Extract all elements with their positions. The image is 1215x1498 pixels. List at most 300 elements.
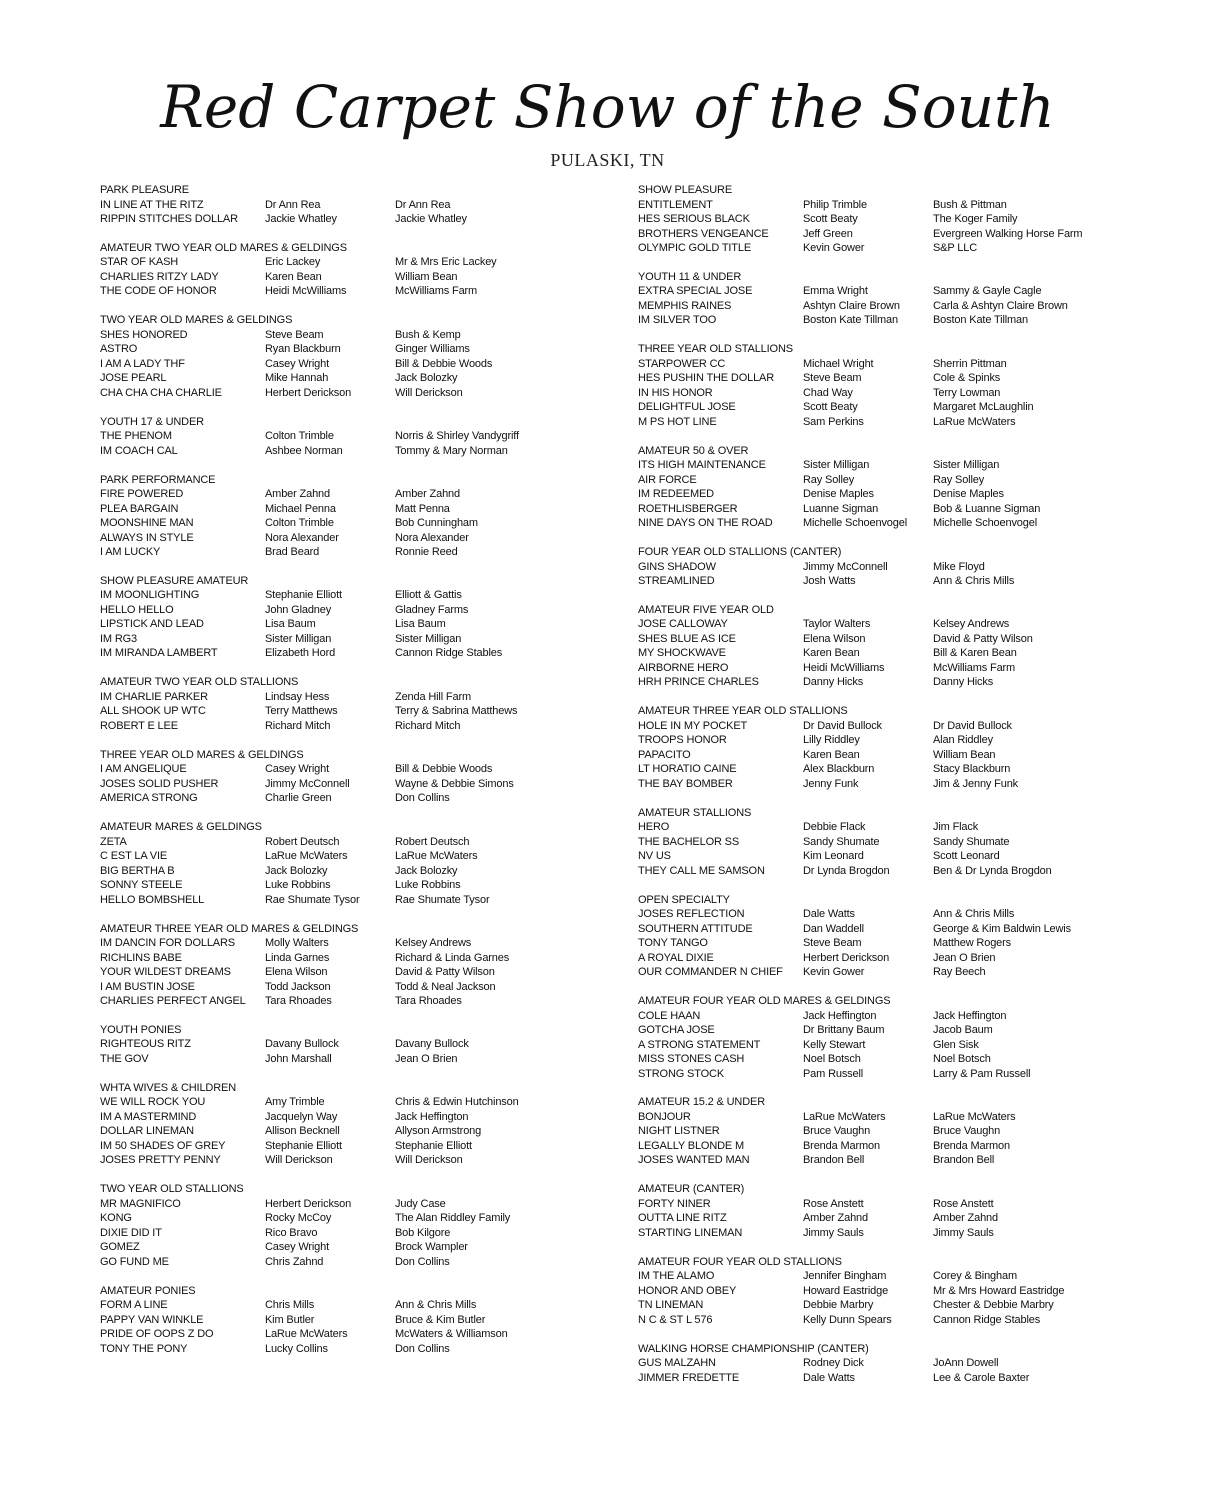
rider-name: Scott Beaty [803, 401, 858, 414]
class-section [638, 444, 1158, 531]
class-title: YOUTH PONIES [100, 1023, 182, 1036]
rider-name: Jennifer Bingham [803, 1270, 887, 1283]
owner-name: LaRue McWaters [933, 1110, 1016, 1123]
class-section [638, 342, 1158, 429]
owner-name: Terry & Sabrina Matthews [395, 705, 518, 718]
class-title: YOUTH 17 & UNDER [100, 415, 204, 428]
owner-name: Don Collins [395, 792, 450, 805]
class-section [100, 1023, 600, 1067]
owner-name: Davany Bullock [395, 1038, 469, 1051]
class-title: PARK PLEASURE [100, 184, 189, 196]
rider-name: Allison Becknell [265, 1125, 340, 1138]
rider-name: Ashbee Norman [265, 444, 343, 457]
owner-name: Sandy Shumate [933, 835, 1010, 848]
entry-row [638, 386, 1158, 401]
entry-row [638, 617, 1158, 632]
rider-name: Jeff Green [803, 227, 853, 240]
entry-row [638, 502, 1158, 517]
entry-row [638, 1298, 1158, 1313]
horse-name: I AM LUCKY [100, 546, 161, 559]
rider-name: Steve Beam [803, 372, 862, 385]
rider-name: Eric Lackey [265, 256, 321, 269]
class-section [638, 1182, 1158, 1240]
owner-name: JoAnn Dowell [933, 1357, 999, 1370]
owner-name: Jackie Whatley [395, 213, 467, 225]
entry-row [638, 1023, 1158, 1038]
horse-name: NINE DAYS ON THE ROAD [638, 517, 773, 530]
class-section [100, 574, 600, 661]
horse-name: JOSE PEARL [100, 372, 167, 385]
rider-name: Colton Trimble [265, 430, 334, 443]
rider-name: Dale Watts [803, 1371, 855, 1384]
entry-row [638, 733, 1158, 748]
horse-name: TONY TANGO [638, 937, 708, 950]
owner-name: Chris & Edwin Hutchinson [395, 1096, 519, 1109]
entry-row [638, 1269, 1158, 1284]
rider-name: Rico Bravo [265, 1226, 318, 1239]
rider-name: Sister Milligan [265, 632, 332, 645]
owner-name: McWaters & Williamson [395, 1328, 508, 1341]
entry-row [100, 284, 600, 299]
entry-row [100, 429, 600, 444]
rider-name: Brenda Marmon [803, 1139, 880, 1152]
owner-name: Amber Zahnd [395, 488, 460, 501]
rider-name: Heidi McWilliams [265, 285, 347, 298]
class-title: AMATEUR THREE YEAR OLD STALLIONS [638, 705, 848, 718]
class-title: AMATEUR THREE YEAR OLD MARES & GELDINGS [100, 922, 359, 935]
class-section [638, 603, 1158, 690]
class-title: AMATEUR 15.2 & UNDER [638, 1096, 765, 1109]
horse-name: ASTRO [100, 343, 138, 356]
rider-name: Casey Wright [265, 763, 330, 776]
horse-name: GUS MALZAHN [638, 1357, 716, 1370]
class-title: AMATEUR (CANTER) [638, 1183, 745, 1196]
rider-name: Colton Trimble [265, 517, 334, 530]
owner-name: Richard Mitch [395, 719, 461, 732]
class-title: WALKING HORSE CHAMPIONSHIP (CANTER) [638, 1342, 869, 1355]
rider-name: John Marshall [265, 1052, 332, 1065]
entry-row [100, 444, 600, 459]
owner-name: Sherrin Pittman [933, 357, 1007, 370]
owner-name: David & Patty Wilson [395, 966, 495, 979]
horse-name: JOSES PRETTY PENNY [100, 1154, 221, 1167]
horse-name: IM 50 SHADES OF GREY [100, 1139, 226, 1152]
rider-name: Amber Zahnd [265, 488, 330, 501]
rider-name: Jacquelyn Way [265, 1110, 338, 1123]
rider-name: Heidi McWilliams [803, 661, 885, 674]
owner-name: Ray Beech [933, 966, 986, 979]
entry-row [638, 1197, 1158, 1212]
horse-name: KONG [100, 1212, 132, 1225]
horse-name: PAPPY VAN WINKLE [100, 1313, 204, 1326]
owner-name: Mike Floyd [933, 560, 985, 573]
class-section [100, 241, 600, 299]
horse-name: EXTRA SPECIAL JOSE [638, 285, 753, 298]
horse-name: LEGALLY BLONDE M [638, 1139, 745, 1152]
class-title: OPEN SPECIALTY [638, 893, 730, 906]
horse-name: ZETA [100, 835, 127, 848]
horse-name: IN LINE AT THE RITZ [100, 198, 204, 211]
owner-name: Stacy Blackburn [933, 763, 1011, 776]
entry-row [100, 936, 600, 951]
rider-name: Mike Hannah [265, 372, 329, 385]
left-column [100, 183, 600, 1370]
horse-name: PRIDE OF OOPS Z DO [100, 1328, 214, 1341]
rider-name: Terry Matthews [265, 705, 338, 718]
entry-row [100, 1240, 600, 1255]
entry-row [100, 777, 600, 792]
horse-name: IM RG3 [100, 632, 137, 645]
rider-name: Casey Wright [265, 357, 330, 370]
entry-row [638, 487, 1158, 502]
rider-name: Michael Penna [265, 502, 336, 515]
rider-name: Lindsay Hess [265, 690, 330, 703]
owner-name: Carla & Ashtyn Claire Brown [933, 299, 1068, 312]
horse-name: IM MIRANDA LAMBERT [100, 647, 218, 660]
owner-name: George & Kim Baldwin Lewis [933, 922, 1071, 935]
entry-row [100, 212, 600, 227]
horse-name: OLYMPIC GOLD TITLE [638, 242, 752, 254]
class-title: AMATEUR 50 & OVER [638, 444, 749, 457]
rider-name: Chad Way [803, 386, 853, 399]
horse-name: THEY CALL ME SAMSON [638, 864, 765, 877]
owner-name: Ronnie Reed [395, 546, 458, 559]
horse-name: OUTTA LINE RITZ [638, 1212, 727, 1225]
owner-name: Larry & Pam Russell [933, 1067, 1031, 1080]
rider-name: Nora Alexander [265, 531, 339, 544]
entry-row [638, 1313, 1158, 1328]
rider-name: Kelly Dunn Spears [803, 1313, 892, 1326]
class-title: YOUTH 11 & UNDER [638, 270, 742, 283]
rider-name: Scott Beaty [803, 213, 858, 225]
rider-name: Kelly Stewart [803, 1038, 866, 1051]
horse-name: THE PHENOM [100, 430, 172, 443]
horse-name: FORM A LINE [100, 1299, 168, 1312]
rider-name: Howard Eastridge [803, 1284, 889, 1297]
class-title: FOUR YEAR OLD STALLIONS (CANTER) [638, 546, 842, 559]
rider-name: Michael Wright [803, 357, 874, 370]
entry-row [100, 1197, 600, 1212]
horse-name: STARPOWER CC [638, 357, 726, 370]
right-column [638, 183, 1158, 1399]
page-title: Red Carpet Show of the South [160, 73, 1055, 141]
rider-name: Amy Trimble [265, 1096, 325, 1109]
rider-name: Jack Bolozky [265, 864, 328, 877]
entry-row [100, 835, 600, 850]
entry-row [638, 820, 1158, 835]
entry-row [100, 386, 600, 401]
owner-name: Kelsey Andrews [933, 618, 1010, 631]
entry-row [638, 1052, 1158, 1067]
owner-name: Brock Wampler [395, 1241, 468, 1254]
horse-name: AIR FORCE [638, 473, 697, 486]
rider-name: Dr Brittany Baum [803, 1024, 885, 1037]
rider-name: Herbert Derickson [265, 1197, 352, 1210]
horse-name: PLEA BARGAIN [100, 502, 179, 515]
horse-name: IN HIS HONOR [638, 386, 713, 399]
owner-name: Ray Solley [933, 473, 985, 486]
rider-name: Elena Wilson [803, 632, 866, 645]
horse-name: CHARLIES PERFECT ANGEL [100, 995, 246, 1008]
horse-name: M PS HOT LINE [638, 415, 717, 428]
horse-name: A STRONG STATEMENT [638, 1038, 761, 1051]
owner-name: Gladney Farms [395, 603, 469, 616]
entry-row [638, 1038, 1158, 1053]
owner-name: Bob Cunningham [395, 517, 478, 530]
entry-row [100, 371, 600, 386]
owner-name: Jean O Brien [933, 951, 996, 964]
rider-name: Ray Solley [803, 473, 855, 486]
owner-name: The Koger Family [933, 213, 1018, 225]
horse-name: I AM A LADY THF [100, 357, 185, 370]
entry-row [638, 284, 1158, 299]
entry-row [638, 1067, 1158, 1082]
entry-row [100, 762, 600, 777]
owner-name: Don Collins [395, 1342, 450, 1355]
owner-name: Bush & Pittman [933, 198, 1007, 211]
rider-name: Jimmy McConnell [265, 777, 350, 790]
horse-name: I AM ANGELIQUE [100, 763, 187, 776]
horse-name: SONNY STEELE [100, 879, 183, 892]
rider-name: Lisa Baum [265, 618, 316, 631]
rider-name: Rose Anstett [803, 1197, 864, 1210]
owner-name: Zenda Hill Farm [395, 690, 471, 703]
horse-name: ALL SHOOK UP WTC [100, 705, 206, 718]
entry-row [638, 473, 1158, 488]
horse-name: AMERICA STRONG [100, 792, 198, 805]
rider-name: Karen Bean [265, 270, 322, 283]
entry-row [100, 690, 600, 705]
entry-row [638, 907, 1158, 922]
horse-name: HRH PRINCE CHARLES [638, 676, 759, 689]
class-title: AMATEUR TWO YEAR OLD STALLIONS [100, 676, 299, 689]
horse-name: WE WILL ROCK YOU [100, 1096, 206, 1109]
entry-row [100, 342, 600, 357]
owner-name: Wayne & Debbie Simons [395, 777, 514, 790]
class-title: THREE YEAR OLD STALLIONS [638, 343, 793, 356]
rider-name: Dr Lynda Brogdon [803, 864, 890, 877]
rider-name: Jenny Funk [803, 777, 859, 790]
rider-name: Steve Beam [265, 328, 324, 341]
horse-name: CHARLIES RITZY LADY [100, 270, 219, 283]
entry-row [100, 1298, 600, 1313]
horse-name: ROBERT E LEE [100, 719, 178, 732]
entry-row [638, 458, 1158, 473]
rider-name: Amber Zahnd [803, 1212, 868, 1225]
horse-name: YOUR WILDEST DREAMS [100, 966, 231, 979]
horse-name: HELLO BOMBSHELL [100, 893, 205, 906]
entry-row [638, 1153, 1158, 1168]
rider-name: Kim Butler [265, 1313, 315, 1326]
class-section [100, 675, 600, 733]
rider-name: Charlie Green [265, 792, 332, 805]
rider-name: Jack Heffington [803, 1009, 877, 1022]
class-section [100, 1284, 600, 1357]
rider-name: Danny Hicks [803, 676, 864, 689]
rider-name: Herbert Derickson [803, 951, 890, 964]
class-section [100, 473, 600, 560]
rider-name: Alex Blackburn [803, 763, 875, 776]
rider-name: John Gladney [265, 603, 332, 616]
rider-name: Taylor Walters [803, 618, 871, 631]
entry-row [100, 1124, 600, 1139]
class-title: WHTA WIVES & CHILDREN [100, 1081, 236, 1094]
class-title: AMATEUR TWO YEAR OLD MARES & GELDINGS [100, 241, 347, 254]
horse-name: A ROYAL DIXIE [638, 951, 714, 964]
rider-name: Noel Botsch [803, 1053, 861, 1066]
class-section [638, 806, 1158, 879]
horse-name: STREAMLINED [638, 575, 715, 588]
owner-name: Jack Heffington [395, 1110, 469, 1123]
horse-name: TONY THE PONY [100, 1342, 188, 1355]
rider-name: Bruce Vaughn [803, 1125, 871, 1138]
horse-name: IM COACH CAL [100, 444, 178, 457]
owner-name: Amber Zahnd [933, 1212, 998, 1225]
entry-row [100, 864, 600, 879]
owner-name: Glen Sisk [933, 1038, 979, 1051]
rider-name: Pam Russell [803, 1067, 864, 1080]
owner-name: Judy Case [395, 1197, 446, 1210]
horse-name: GINS SHADOW [638, 560, 716, 573]
horse-name: STRONG STOCK [638, 1067, 725, 1080]
class-section [638, 704, 1158, 791]
entry-row [100, 255, 600, 270]
class-section [100, 820, 600, 907]
owner-name: Jimmy Sauls [933, 1226, 994, 1239]
owner-name: Matt Penna [395, 502, 450, 515]
horse-name: GOTCHA JOSE [638, 1024, 715, 1037]
horse-name: CHA CHA CHA CHARLIE [100, 386, 222, 399]
class-title: AMATEUR PONIES [100, 1284, 196, 1297]
owner-name: Corey & Bingham [933, 1270, 1017, 1283]
entry-row [638, 951, 1158, 966]
horse-name: JOSES SOLID PUSHER [100, 777, 219, 790]
owner-name: Rae Shumate Tysor [395, 893, 490, 906]
owner-name: Will Derickson [395, 386, 463, 399]
entry-row [100, 965, 600, 980]
horse-name: IM CHARLIE PARKER [100, 690, 208, 703]
horse-name: TROOPS HONOR [638, 734, 727, 747]
owner-name: Jean O Brien [395, 1052, 458, 1065]
owner-name: Ben & Dr Lynda Brogdon [933, 864, 1052, 877]
rider-name: LaRue McWaters [803, 1110, 886, 1123]
entry-row [638, 516, 1158, 531]
entry-row [638, 762, 1158, 777]
entry-row [100, 893, 600, 908]
horse-name: IM SILVER TOO [638, 314, 717, 327]
horse-name: MEMPHIS RAINES [638, 299, 732, 312]
entry-row [100, 980, 600, 995]
class-section [638, 545, 1158, 589]
entry-row [638, 748, 1158, 763]
rider-name: Chris Zahnd [265, 1255, 324, 1268]
owner-name: Brandon Bell [933, 1154, 995, 1167]
horse-name: JOSE CALLOWAY [638, 618, 728, 631]
horse-name: DELIGHTFUL JOSE [638, 401, 736, 414]
entry-row [638, 675, 1158, 690]
horse-name: ENTITLEMENT [638, 198, 713, 211]
owner-name: Jim Flack [933, 821, 979, 834]
entry-row [100, 1255, 600, 1270]
rider-name: Kim Leonard [803, 850, 864, 863]
owner-name: Cole & Spinks [933, 372, 1001, 385]
entry-row [638, 632, 1158, 647]
owner-name: Norris & Shirley Vandygriff [395, 430, 519, 443]
horse-name: HELLO HELLO [100, 603, 174, 616]
owner-name: Kelsey Andrews [395, 937, 472, 950]
owner-name: Don Collins [395, 1255, 450, 1268]
class-title: AMATEUR STALLIONS [638, 806, 752, 819]
rider-name: Casey Wright [265, 1241, 330, 1254]
horse-name: COLE HAAN [638, 1009, 701, 1022]
owner-name: Bruce & Kim Butler [395, 1313, 486, 1326]
rider-name: Michelle Schoenvogel [803, 517, 908, 530]
entry-row [100, 617, 600, 632]
horse-name: ITS HIGH MAINTENANCE [638, 459, 766, 472]
entry-row [100, 357, 600, 372]
entry-row [638, 313, 1158, 328]
horse-name: HES SERIOUS BLACK [638, 213, 750, 225]
owner-name: Noel Botsch [933, 1053, 991, 1066]
horse-name: MY SHOCKWAVE [638, 647, 726, 660]
owner-name: Lisa Baum [395, 618, 446, 631]
owner-name: Mr & Mrs Eric Lackey [395, 256, 497, 269]
rider-name: Tara Rhoades [265, 995, 332, 1008]
horse-name: IM DANCIN FOR DOLLARS [100, 937, 235, 950]
owner-name: William Bean [933, 748, 996, 761]
rider-name: LaRue McWaters [265, 1328, 348, 1341]
entry-row [100, 1211, 600, 1226]
horse-name: THE BACHELOR SS [638, 835, 740, 848]
entry-row [100, 878, 600, 893]
horse-name: RICHLINS BABE [100, 951, 182, 964]
horse-name: RIGHTEOUS RITZ [100, 1038, 191, 1051]
entry-row [100, 632, 600, 647]
rider-name: Herbert Derickson [265, 386, 352, 399]
horse-name: STAR OF KASH [100, 256, 179, 269]
class-section [638, 183, 1158, 256]
entry-row [638, 661, 1158, 676]
rider-name: Kevin Gower [803, 242, 865, 254]
rider-name: Davany Bullock [265, 1038, 339, 1051]
class-section [638, 1255, 1158, 1328]
owner-name: Scott Leonard [933, 850, 1000, 863]
entry-row [100, 951, 600, 966]
horse-name: IM REDEEMED [638, 488, 714, 501]
entry-row [100, 603, 600, 618]
entry-row [638, 357, 1158, 372]
class-section [100, 183, 600, 227]
horse-name: HONOR AND OBEY [638, 1284, 737, 1297]
page-subtitle: PULASKI, TN [550, 150, 665, 170]
owner-name: Jack Bolozky [395, 372, 458, 385]
rider-name: Sister Milligan [803, 459, 870, 472]
horse-name: IM A MASTERMIND [100, 1110, 197, 1123]
horse-name: FORTY NINER [638, 1197, 711, 1210]
entry-row [638, 1009, 1158, 1024]
owner-name: Ann & Chris Mills [933, 575, 1015, 588]
rider-name: Will Derickson [265, 1154, 333, 1167]
horse-name: LIPSTICK AND LEAD [100, 618, 204, 631]
entry-row [638, 1284, 1158, 1299]
horse-name: JIMMER FREDETTE [638, 1371, 740, 1384]
class-section [638, 1095, 1158, 1168]
entry-row [638, 965, 1158, 980]
owner-name: Terry Lowman [933, 386, 1001, 399]
entry-row [100, 531, 600, 546]
rider-name: Richard Mitch [265, 719, 331, 732]
entry-row [100, 791, 600, 806]
